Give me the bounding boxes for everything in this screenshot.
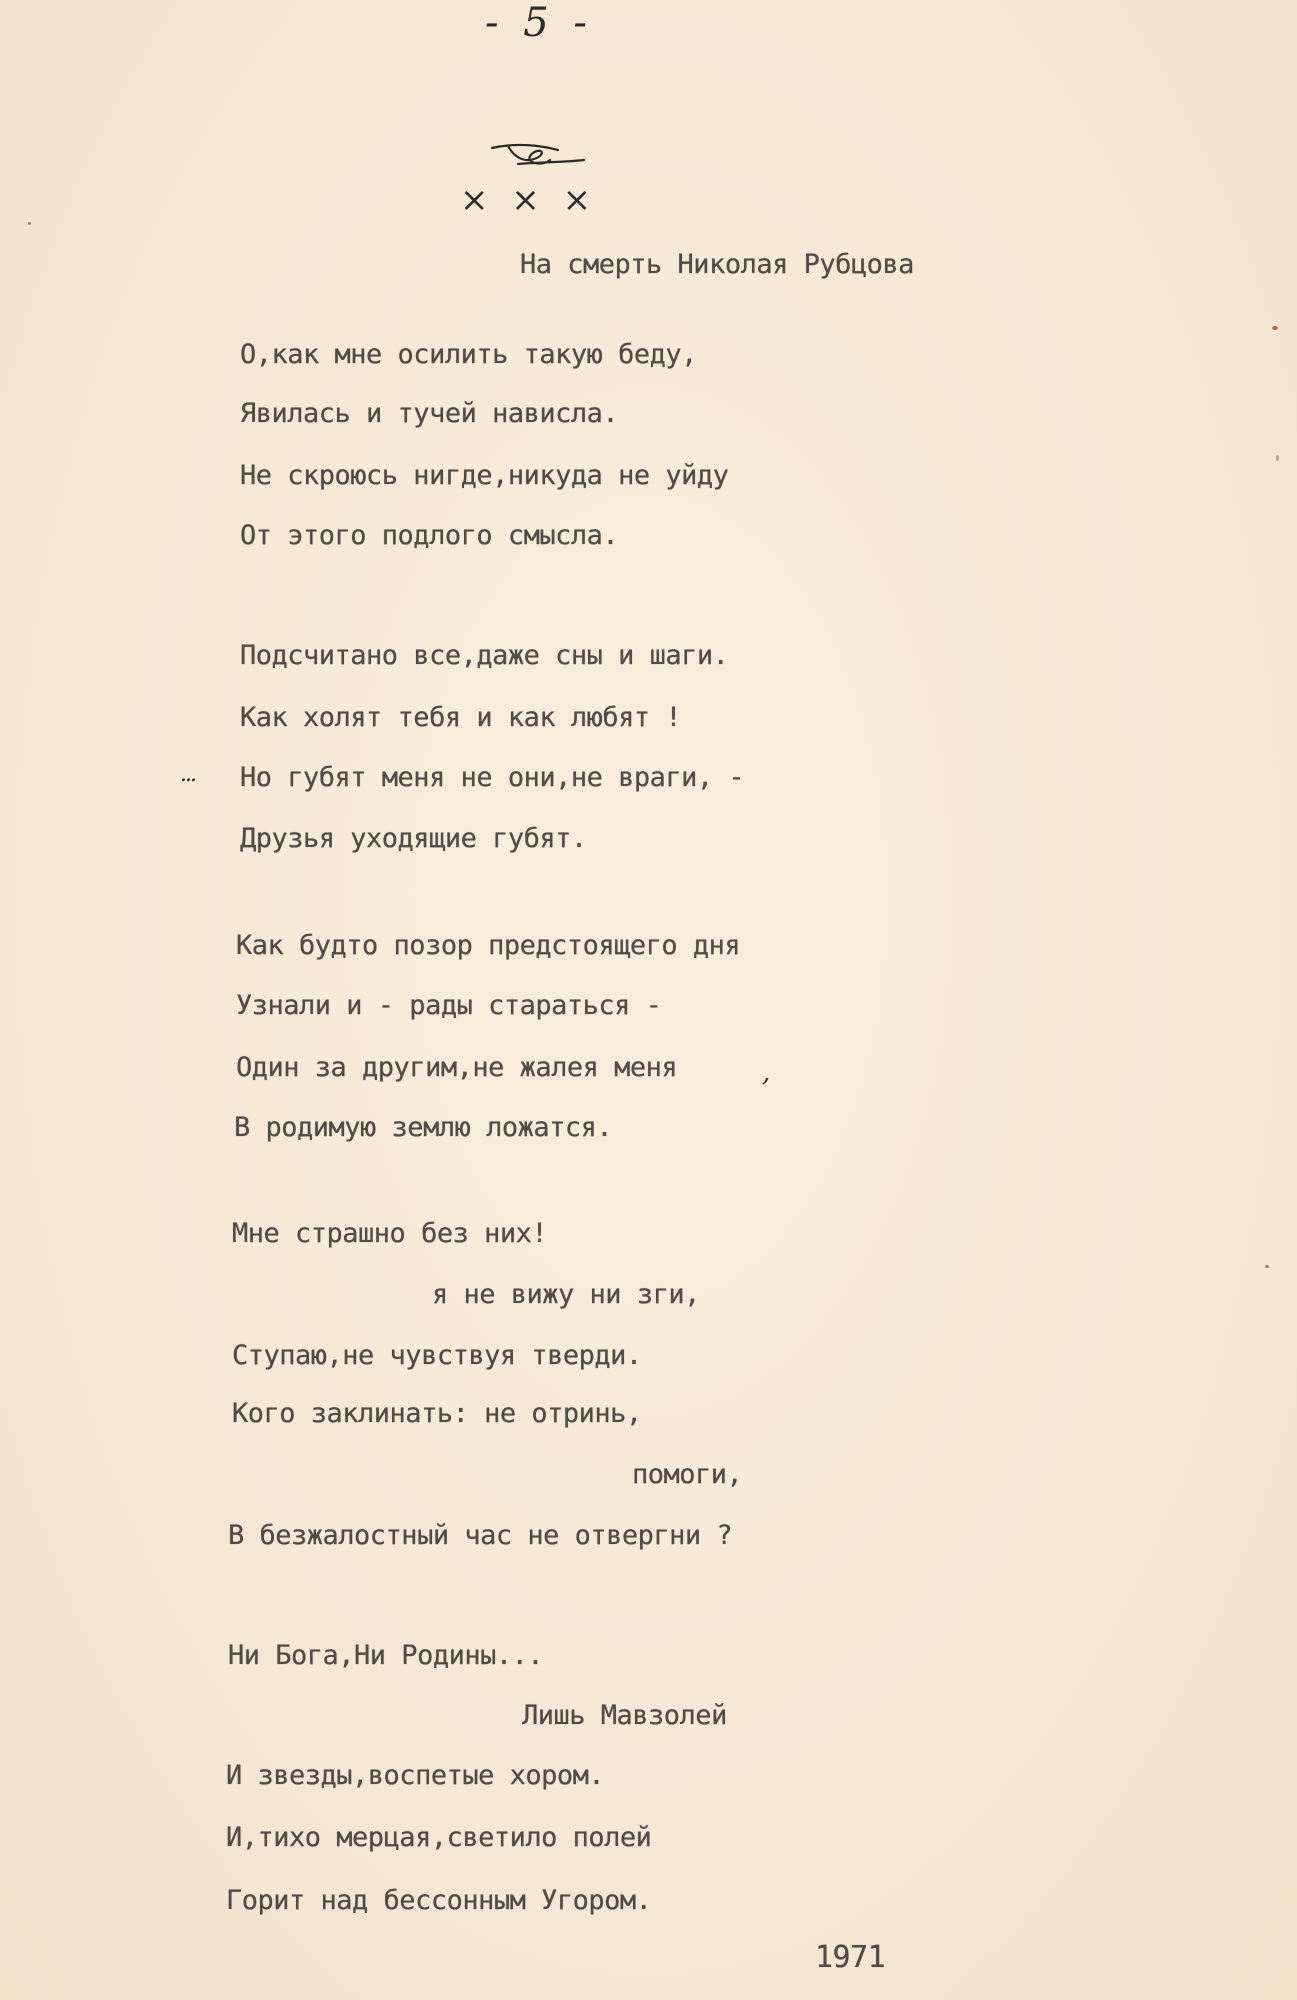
poem-line: Мне страшно без них! bbox=[232, 1218, 548, 1249]
poem-line: И,тихо мерцая,светило полей bbox=[226, 1822, 652, 1853]
asterism: × × × bbox=[460, 180, 598, 220]
poem-line: Подсчитано все,даже сны и шаги. bbox=[240, 640, 729, 671]
poem-line: Ступаю,не чувствуя тверди. bbox=[232, 1340, 642, 1371]
poem-line: Узнали и - рады стараться - bbox=[236, 990, 662, 1021]
poem-line: В безжалостный час не отвергни ? bbox=[228, 1520, 733, 1551]
poem-line: В родимую землю ложатся. bbox=[234, 1112, 613, 1143]
paper-speck bbox=[28, 222, 31, 225]
poem-line: Ни Бога,Ни Родины... bbox=[228, 1640, 544, 1671]
year: 1971 bbox=[815, 1940, 886, 1975]
poem-line: Как холят тебя и как любят ! bbox=[240, 702, 682, 733]
poem-line: Но губят меня не они,не враги, - bbox=[240, 762, 745, 793]
poem-line: Лишь Мавзолей bbox=[522, 1700, 727, 1731]
poem-line: И звезды,воспетые хором. bbox=[226, 1760, 605, 1791]
paper-speck bbox=[1276, 455, 1279, 461]
poem-line: Явилась и тучей нависла. bbox=[240, 398, 619, 429]
poem-line: Друзья уходящие губят. bbox=[240, 823, 587, 854]
poem-line: я не вижу ни зги, bbox=[432, 1279, 700, 1310]
margin-mark: ... bbox=[180, 762, 195, 787]
poem-line: помоги, bbox=[632, 1459, 743, 1490]
poem-line: Кого заклинать: не отринь, bbox=[232, 1398, 642, 1429]
poem-title: На смерть Николая Рубцова bbox=[520, 249, 914, 280]
poem-line: Не скроюсь нигде,никуда не уйду bbox=[240, 460, 729, 491]
handwritten-scribble bbox=[488, 138, 588, 174]
paper-speck bbox=[1272, 326, 1278, 330]
paper-speck bbox=[1265, 1265, 1269, 1268]
page-number: - 5 - bbox=[485, 0, 593, 46]
poem-line: От этого подлого смысла. bbox=[240, 520, 619, 551]
poem-line: О,как мне осилить такую беду, bbox=[240, 339, 697, 370]
handwritten-comma: , bbox=[762, 1058, 771, 1088]
poem-line: Горит над бессонным Угором. bbox=[226, 1885, 652, 1916]
poem-line: Как будто позор предстоящего дня bbox=[236, 930, 741, 961]
poem-line: Один за другим,не жалея меня bbox=[236, 1052, 678, 1083]
